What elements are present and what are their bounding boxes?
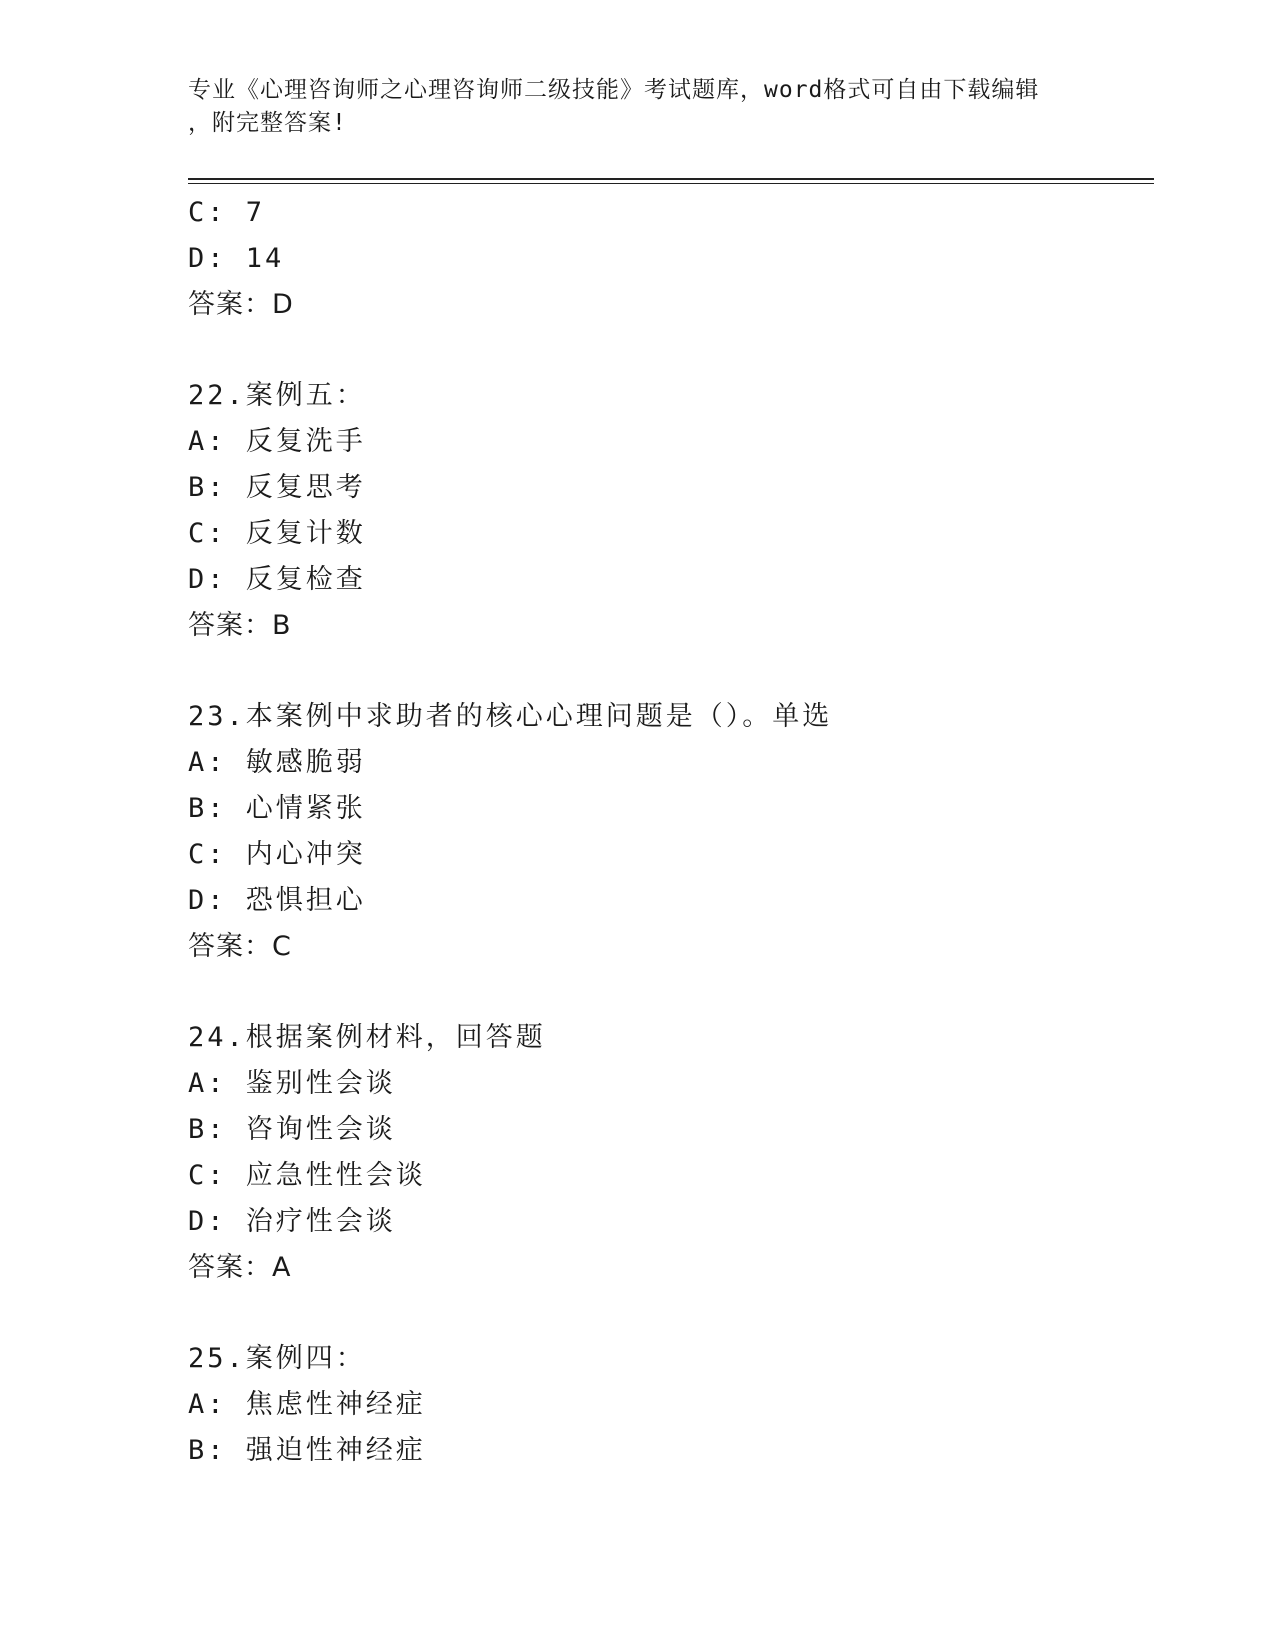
header-divider-thick — [188, 178, 1154, 180]
question-stem: 24.根据案例材料，回答题 — [188, 1022, 546, 1053]
option-c: C: 内心冲突 — [188, 839, 366, 870]
option-c: C: 应急性性会谈 — [188, 1160, 426, 1191]
question-block-23 — [188, 694, 1148, 970]
option-c: C: 反复计数 — [188, 518, 366, 549]
option-a: A: 反复洗手 — [188, 426, 366, 457]
question-list — [188, 190, 1148, 1474]
spacer — [188, 1291, 1148, 1336]
option-a: A: 焦虑性神经症 — [188, 1389, 426, 1420]
option-d: D: 14 — [188, 243, 285, 274]
header-divider-thin — [188, 183, 1154, 184]
answer-line: 答案：C — [188, 931, 292, 962]
question-stem: 22.案例五： — [188, 380, 366, 411]
answer-line: 答案：A — [188, 1252, 292, 1283]
option-a: A: 敏感脆弱 — [188, 747, 366, 778]
spacer — [188, 328, 1148, 373]
header-line-2: ，附完整答案! — [188, 110, 347, 136]
option-d: D: 恐惧担心 — [188, 885, 366, 916]
option-b: B: 咨询性会谈 — [188, 1114, 396, 1145]
spacer — [188, 970, 1148, 1015]
question-block-21 — [188, 190, 1148, 328]
option-c: C: 7 — [188, 197, 266, 228]
header-line-1: 专业《心理咨询师之心理咨询师二级技能》考试题库，word格式可自由下载编辑 — [188, 77, 1040, 103]
question-block-25 — [188, 1336, 1148, 1474]
document-header — [188, 74, 1088, 140]
option-b: B: 强迫性神经症 — [188, 1435, 426, 1466]
question-stem: 25.案例四： — [188, 1343, 366, 1374]
answer-line: 答案：D — [188, 289, 294, 320]
question-stem: 23.本案例中求助者的核心心理问题是（）。单选 — [188, 701, 833, 732]
spacer — [188, 649, 1148, 694]
option-b: B: 反复思考 — [188, 472, 366, 503]
question-block-24 — [188, 1015, 1148, 1291]
question-block-22 — [188, 373, 1148, 649]
option-d: D: 治疗性会谈 — [188, 1206, 396, 1237]
option-a: A: 鉴别性会谈 — [188, 1068, 396, 1099]
option-d: D: 反复检查 — [188, 564, 366, 595]
option-b: B: 心情紧张 — [188, 793, 366, 824]
answer-line: 答案：B — [188, 610, 292, 641]
